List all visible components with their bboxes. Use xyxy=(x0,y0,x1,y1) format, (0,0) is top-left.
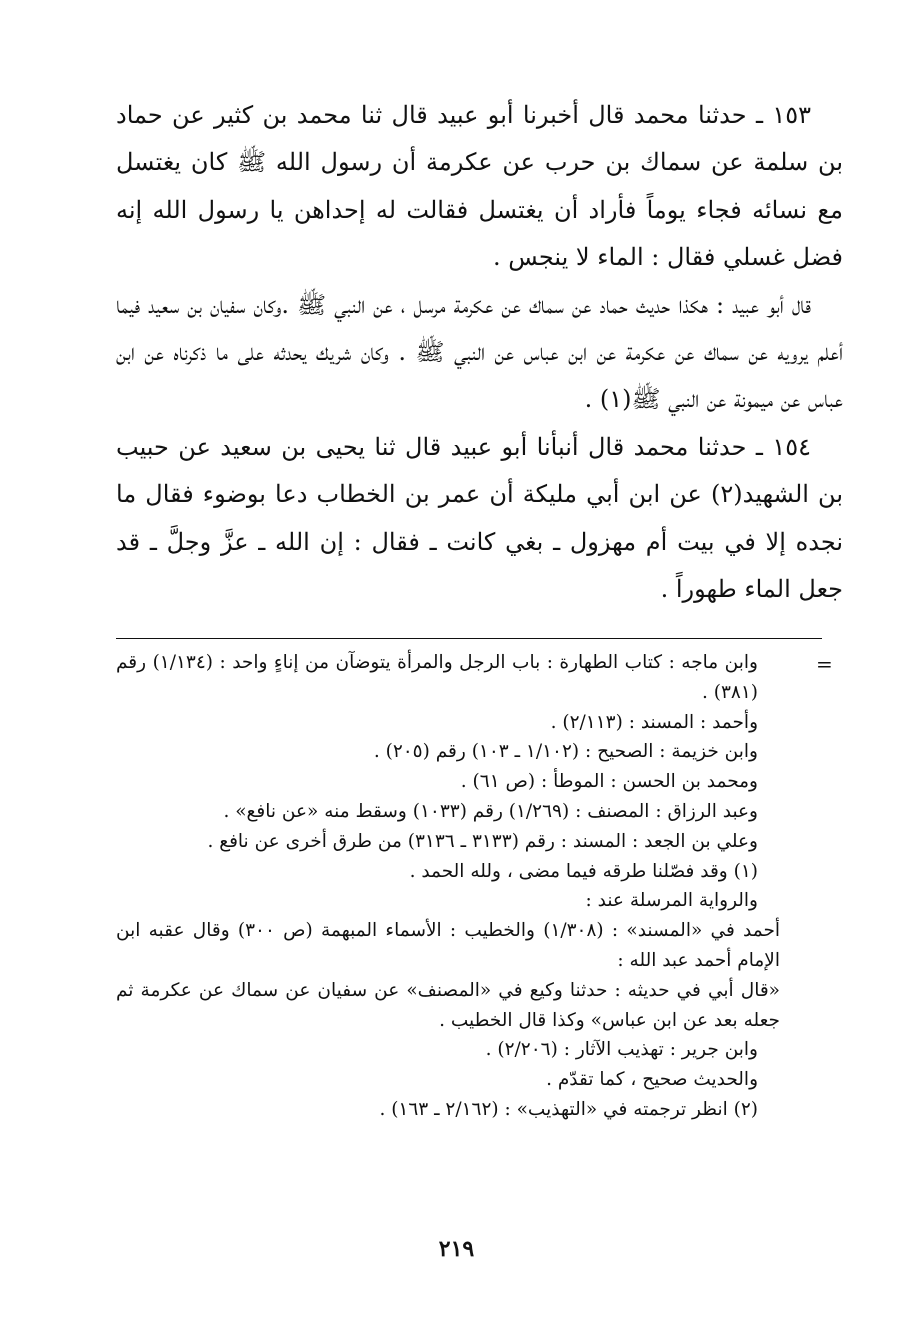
footnote-line: «قال أبي في حديثه : حدثنا وكيع في «المصنف» عن سفيان عن سماك عن عكرمة ثم جعله بعد عن ابن عباس» وكذا قال الخطيب . xyxy=(116,979,780,1031)
abu-ubaid-commentary-paragraph: قال أبو عبيد : هكذا حديث حماد عن سماك عن عكرمة مرسل ، عن النبي ﷺ .وكان سفيان بن سعيد فيما أعلم يرويه عن سماك عن عكرمة عن ابن عباس عن النبي ﷺ . وكان شريك يحدثه على ما ذكرناه عن ابن عباس عن ميمونة عن النبي ﷺ(١) . xyxy=(116,290,843,414)
footnote-line: وابن جرير : تهذيب الآثار : (٢/٢٠٦) . xyxy=(485,1039,758,1061)
hadith-154-paragraph: ١٥٤ ـ حدثنا محمد قال أنبأنا أبو عبيد قال ثنا يحيى بن سعيد عن حبيب بن الشهيد(٢) عن ابن أبي مليكة أن عمر بن الخطاب دعا بوضوء فقال ما نجده إلا في بيت أم مهزول ـ بغي كانت ـ فقال : إن الله ـ عزَّ وجلَّ ـ قد جعل الماء طهوراً . xyxy=(116,432,843,604)
footnote-line: وعبد الرزاق : المصنف : (١/٢٦٩) رقم (١٠٣٣) وسقط منه «عن نافع» . xyxy=(223,800,758,822)
footnote-line: والحديث صحيح ، كما تقدّم . xyxy=(546,1069,758,1091)
document-page xyxy=(116,92,843,613)
footnote-separator xyxy=(116,638,822,639)
footnote-line: وابن ماجه : كتاب الطهارة : باب الرجل والمرأة يتوضآن من إناءٍ واحد : (١/١٣٤) رقم (٣٨١) . xyxy=(116,652,758,703)
page-number: ٢١٩ xyxy=(438,1236,475,1262)
footnote-continuation-mark: = xyxy=(816,652,833,676)
footnote-line: وأحمد : المسند : (٢/١١٣) . xyxy=(550,711,758,733)
footnote-1: (١) وقد فصّلنا طرقه فيما مضى ، ولله الحمد . xyxy=(409,860,758,882)
footnote-line: وعلي بن الجعد : المسند : رقم (٣١٣٣ ـ ٣١٣٦) من طرق أخرى عن نافع . xyxy=(207,830,758,852)
footnote-2: (٢) انظر ترجمته في «التهذيب» : (٢/١٦٢ ـ ١٦٣) . xyxy=(379,1098,758,1120)
footnote-line: وابن خزيمة : الصحيح : (١/١٠٢ ـ ١٠٣) رقم (٢٠٥) . xyxy=(373,741,758,763)
footnote-line: ومحمد بن الحسن : الموطأ : (ص ٦١) . xyxy=(460,771,758,793)
footnote-line: أحمد في «المسند» : (١/٣٠٨) والخطيب : الأسماء المبهمة (ص ٣٠٠) وقال عقبه ابن الإمام أحمد عبد الله : xyxy=(116,920,781,971)
main-text xyxy=(116,92,843,613)
footnote-line: والرواية المرسلة عند : xyxy=(585,890,758,912)
footnotes xyxy=(116,648,810,1125)
hadith-153-paragraph: ١٥٣ ـ حدثنا محمد قال أخبرنا أبو عبيد قال ثنا محمد بن كثير عن حماد بن سلمة عن سماك بن حرب عن عكرمة أن رسول الله ﷺ كان يغتسل مع نسائه فجاء يوماً فأراد أن يغتسل فقالت له إحداهن يا رسول الله إنه فضل غسلي فقال : الماء لا ينجس . xyxy=(116,101,843,272)
